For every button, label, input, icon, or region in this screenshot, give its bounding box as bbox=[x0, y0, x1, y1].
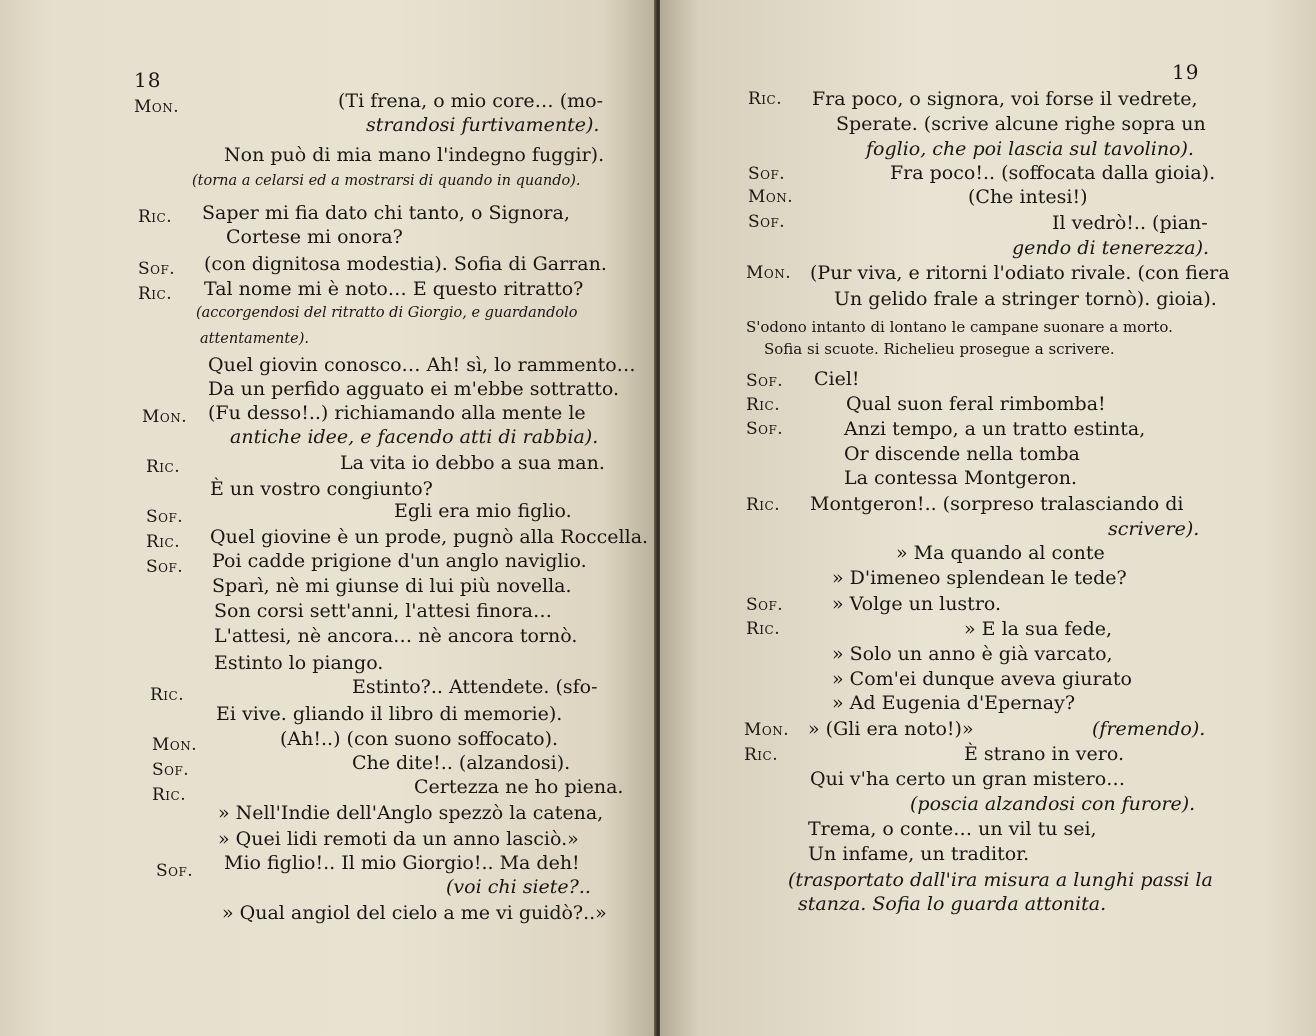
speaker-label: Sof. bbox=[146, 557, 184, 577]
verse-line: Or discende nella tomba bbox=[844, 443, 1080, 465]
speaker-label: Ric. bbox=[744, 745, 779, 765]
speaker-label: Sof. bbox=[748, 164, 786, 184]
verse-line: Montgeron!.. (sorpreso tralasciando di bbox=[810, 493, 1184, 515]
speaker-label: Ric. bbox=[146, 457, 181, 477]
verse-line: (Pur viva, e ritorni l'odiato rivale. (con fiera bbox=[810, 262, 1230, 284]
stage-direction: (torna a celarsi ed a mostrarsi di quando in quando). bbox=[192, 173, 581, 189]
verse-line: (Fu desso!..) richiamando alla mente le bbox=[208, 402, 586, 424]
verse-line: Che dite!.. (alzandosi). bbox=[352, 752, 571, 774]
verse-line: Quel giovin conosco… Ah! sì, lo rammento… bbox=[208, 354, 636, 376]
speaker-label: Ric. bbox=[138, 207, 173, 227]
verse-line: Son corsi sett'anni, l'attesi finora… bbox=[214, 600, 552, 622]
verse-line: Da un perfido agguato ei m'ebbe sottratto. bbox=[208, 378, 619, 400]
verse-line: (Ti frena, o mio core… (mo- bbox=[338, 90, 603, 112]
speaker-label: Sof. bbox=[746, 419, 784, 439]
verse-line: È strano in vero. bbox=[964, 743, 1124, 765]
verse-line: » Ad Eugenia d'Epernay? bbox=[832, 692, 1076, 714]
speaker-label: Mon. bbox=[744, 720, 790, 740]
verse-line: Qui v'ha certo un gran mistero… bbox=[810, 768, 1126, 790]
stage-direction: foglio, che poi lascia sul tavolino). bbox=[866, 138, 1194, 160]
page-number: 18 bbox=[134, 68, 162, 92]
verse-line: Ciel! bbox=[814, 368, 860, 390]
verse-line: (Ah!..) (con suono soffocato). bbox=[280, 728, 559, 750]
speaker-label: Ric. bbox=[746, 619, 781, 639]
speaker-label: Sof. bbox=[146, 507, 184, 527]
verse-line: Anzi tempo, a un tratto estinta, bbox=[844, 418, 1146, 440]
stage-direction: S'odono intanto di lontano le campane suonare a morto. bbox=[746, 318, 1173, 336]
verse-line: L'attesi, nè ancora… nè ancora tornò. bbox=[214, 625, 578, 647]
verse-line: » D'imeneo splendean le tede? bbox=[832, 567, 1127, 589]
speaker-label: Mon. bbox=[746, 263, 792, 283]
speaker-label: Sof. bbox=[748, 212, 786, 232]
verse-line: » Com'ei dunque aveva giurato bbox=[832, 668, 1132, 690]
verse-line: » Solo un anno è già varcato, bbox=[832, 643, 1113, 665]
stage-direction: strandosi furtivamente). bbox=[366, 114, 600, 136]
verse-line: » Quei lidi remoti da un anno lasciò.» bbox=[218, 828, 579, 850]
verse-line: Certezza ne ho piena. bbox=[414, 776, 624, 798]
verse-line: Egli era mio figlio. bbox=[394, 500, 572, 522]
verse-line: » Qual angiol del cielo a me vi guidò?..» bbox=[222, 902, 607, 924]
speaker-label: Sof. bbox=[138, 259, 176, 279]
stage-direction: gendo di tenerezza). bbox=[1012, 237, 1210, 259]
verse-line: La contessa Montgeron. bbox=[844, 467, 1078, 489]
stage-direction: (fremendo). bbox=[1092, 718, 1206, 740]
verse-line: Non può di mia mano l'indegno fuggir). bbox=[224, 144, 605, 166]
stage-direction: antiche idee, e facendo atti di rabbia). bbox=[230, 426, 599, 448]
stage-direction: scrivere). bbox=[1108, 518, 1200, 540]
verse-line: Cortese mi onora? bbox=[226, 226, 403, 248]
speaker-label: Mon. bbox=[142, 407, 188, 427]
speaker-label: Sof. bbox=[152, 760, 190, 780]
speaker-label: Ric. bbox=[138, 284, 173, 304]
speaker-label: Ric. bbox=[746, 495, 781, 515]
verse-line: Estinto lo piango. bbox=[214, 652, 384, 674]
verse-line: » Volge un lustro. bbox=[832, 593, 1002, 615]
verse-line: » Ma quando al conte bbox=[896, 542, 1105, 564]
speaker-label: Mon. bbox=[134, 97, 180, 117]
speaker-label: Mon. bbox=[748, 187, 794, 207]
stage-direction: Sofia si scuote. Richelieu prosegue a scrivere. bbox=[764, 340, 1115, 358]
verse-line: Estinto?.. Attendete. (sfo- bbox=[352, 676, 598, 698]
stage-direction: attentamente). bbox=[200, 331, 310, 347]
verse-line: » E la sua fede, bbox=[964, 618, 1113, 640]
verse-line: » (Gli era noto!)» bbox=[808, 718, 974, 740]
speaker-label: Ric. bbox=[150, 685, 185, 705]
verse-line: Fra poco, o signora, voi forse il vedrete, bbox=[812, 88, 1198, 110]
verse-line: Sparì, nè mi giunse di lui più novella. bbox=[212, 575, 572, 597]
verse-line: È un vostro congiunto? bbox=[210, 478, 433, 500]
stage-direction: (poscia alzandosi con furore). bbox=[910, 793, 1196, 815]
stage-direction: (voi chi siete?.. bbox=[446, 876, 591, 898]
speaker-label: Sof. bbox=[746, 595, 784, 615]
verse-line: (Che intesi!) bbox=[968, 186, 1088, 208]
stage-direction: (trasportato dall'ira misura a lunghi passi la bbox=[788, 869, 1213, 891]
speaker-label: Ric. bbox=[746, 395, 781, 415]
speaker-label: Ric. bbox=[146, 532, 181, 552]
verse-line: Un gelido frale a stringer tornò). gioia). bbox=[834, 288, 1217, 310]
verse-line: Fra poco!.. (soffocata dalla gioia). bbox=[890, 162, 1216, 184]
stage-direction: stanza. Sofia lo guarda attonita. bbox=[798, 893, 1107, 915]
verse-line: Sperate. (scrive alcune righe sopra un bbox=[836, 113, 1206, 135]
speaker-label: Ric. bbox=[748, 89, 783, 109]
verse-line: Un infame, un traditor. bbox=[808, 843, 1030, 865]
stage-direction: (accorgendosi del ritratto di Giorgio, e guardandolo bbox=[196, 305, 578, 321]
verse-line: Il vedrò!.. (pian- bbox=[1052, 212, 1208, 234]
verse-line: Qual suon feral rimbomba! bbox=[846, 393, 1106, 415]
verse-line: La vita io debbo a sua man. bbox=[340, 452, 605, 474]
verse-line: Quel giovine è un prode, pugnò alla Roccella. bbox=[210, 526, 649, 548]
speaker-label: Sof. bbox=[746, 371, 784, 391]
verse-line: Saper mi fia dato chi tanto, o Signora, bbox=[202, 202, 570, 224]
speaker-label: Ric. bbox=[152, 785, 187, 805]
verse-line: (con dignitosa modestia). Sofia di Garran. bbox=[204, 253, 607, 275]
verse-line: Poi cadde prigione d'un anglo naviglio. bbox=[212, 550, 587, 572]
right-page bbox=[660, 0, 1316, 1036]
verse-line: Trema, o conte… un vil tu sei, bbox=[808, 818, 1097, 840]
verse-line: » Nell'Indie dell'Anglo spezzò la catena, bbox=[218, 802, 604, 824]
page-number: 19 bbox=[1172, 60, 1200, 84]
verse-line: Tal nome mi è noto… E questo ritratto? bbox=[204, 278, 584, 300]
verse-line: Mio figlio!.. Il mio Giorgio!.. Ma deh! bbox=[224, 852, 580, 874]
speaker-label: Sof. bbox=[156, 861, 194, 881]
left-page bbox=[0, 0, 656, 1036]
verse-line: Ei vive. gliando il libro di memorie). bbox=[216, 703, 563, 725]
speaker-label: Mon. bbox=[152, 735, 198, 755]
